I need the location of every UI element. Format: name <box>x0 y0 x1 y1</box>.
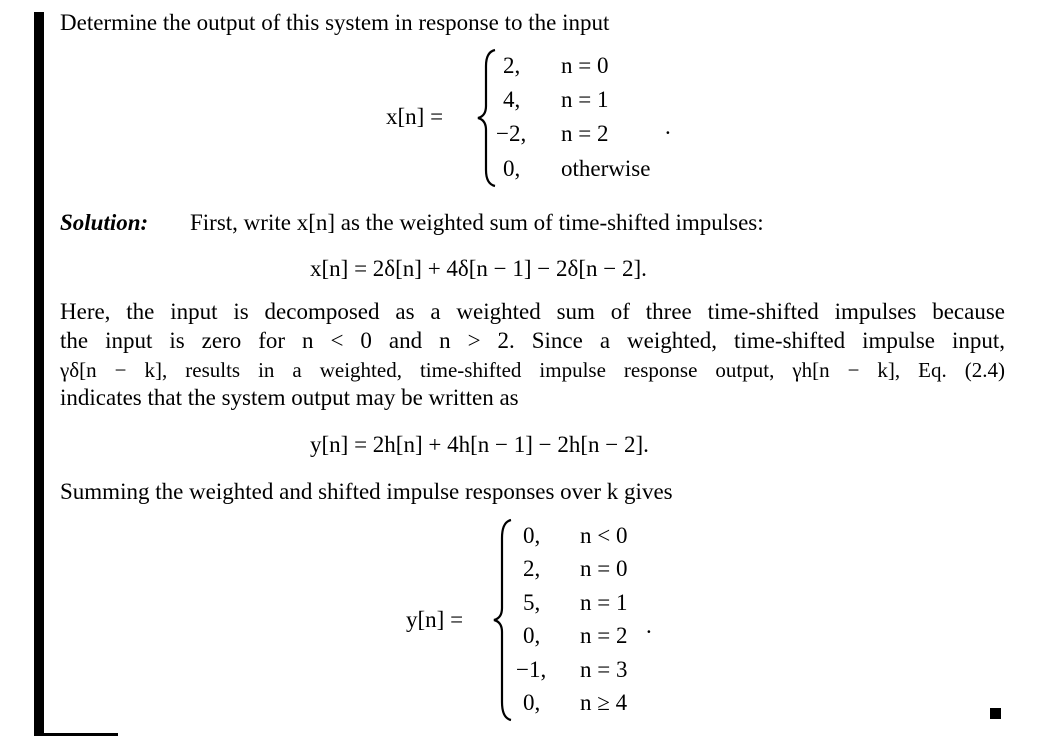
equation-x-decomposition: x[n] = 2δ[n] + 4δ[n − 1] − 2δ[n − 2]. <box>310 256 647 281</box>
bottom-margin-bar <box>34 733 118 736</box>
x-def-end: . <box>665 114 671 139</box>
y-case-4-cond: n = 3 <box>580 657 628 682</box>
x-case-3-value: 0, <box>503 156 521 181</box>
x-case-2-value: −2, <box>496 121 527 146</box>
x-case-3-cond: otherwise <box>561 156 651 181</box>
end-of-example-mark <box>990 708 1001 719</box>
x-case-1-cond: n = 1 <box>561 87 609 112</box>
summing-line: Summing the weighted and shifted impulse responses over k gives <box>60 479 673 504</box>
y-case-0-value: 0, <box>523 523 541 548</box>
paragraph-line-1: Here, the input is decomposed as a weighted sum of three time-shifted impulses because <box>60 299 1005 324</box>
equation-y-sum: y[n] = 2h[n] + 4h[n − 1] − 2h[n − 2]. <box>310 432 649 457</box>
y-case-3-cond: n = 2 <box>580 623 628 648</box>
paragraph-line-3: γδ[n − k], results in a weighted, time-shifted impulse response output, γh[n − k], Eq. (2.4) <box>60 358 1005 382</box>
paragraph-line-4: indicates that the system output may be written as <box>60 385 519 410</box>
intro-text: Determine the output of this system in response to the input <box>60 10 610 35</box>
x-def-brace <box>476 48 498 188</box>
x-case-1-value: 4, <box>503 87 521 112</box>
paragraph-line-2: the input is zero for n < 0 and n > 2. Since a weighted, time-shifted impulse input, <box>60 328 1005 353</box>
y-def-brace <box>492 518 514 722</box>
y-case-4-value: −1, <box>516 657 547 682</box>
solution-label: Solution: <box>60 210 149 235</box>
y-case-3-value: 0, <box>523 623 541 648</box>
y-case-2-cond: n = 1 <box>580 590 628 615</box>
y-case-5-cond: n ≥ 4 <box>580 690 628 715</box>
x-case-2-cond: n = 2 <box>561 121 609 146</box>
left-margin-bar <box>34 12 44 736</box>
y-case-5-value: 0, <box>523 690 541 715</box>
y-def-end: . <box>646 613 652 638</box>
y-case-2-value: 5, <box>523 590 541 615</box>
y-case-0-cond: n < 0 <box>580 523 628 548</box>
x-case-0-cond: n = 0 <box>561 53 609 78</box>
solution-line1: First, write x[n] as the weighted sum of time-shifted impulses: <box>190 210 764 235</box>
x-case-0-value: 2, <box>503 53 521 78</box>
y-case-1-value: 2, <box>523 556 541 581</box>
y-def-lhs: y[n] = <box>406 607 464 632</box>
y-case-1-cond: n = 0 <box>580 556 628 581</box>
x-def-lhs: x[n] = <box>386 104 444 129</box>
